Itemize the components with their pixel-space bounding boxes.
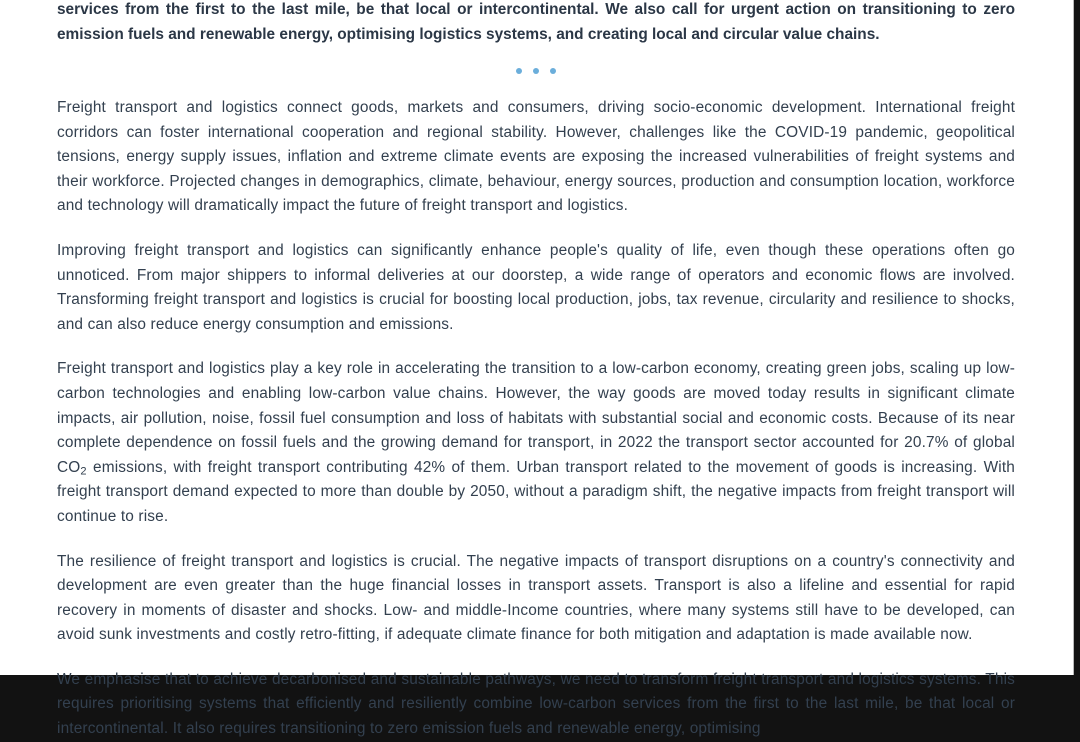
co2-subscript: 2	[80, 465, 87, 478]
separator-dot-1	[516, 68, 522, 74]
body-paragraph-4: The resilience of freight transport and logistics is crucial. The negative impacts of transport disruptions on a country's connectivity and development are even greater than the huge financial losses in transport assets. Transport is also a lifeline and essential for rapid recovery in moments of disaster and shocks. Low- and middle-Income countries, where many systems still have to be developed, can avoid sunk investments and costly retro-fitting, if adequate climate finance for both mitigation and adaptation is made available now.	[57, 552, 1015, 644]
separator-dot-2	[533, 68, 539, 74]
page-text-column	[57, 0, 1015, 742]
paragraph-3-text-before-subscript: Freight transport and logistics play a key role in accelerating the transition to a low-carbon economy, creating green jobs, scaling up low-carbon technologies and enabling low-carbon value chains. However, the way goods are moved today results in significant climate impacts, air pollution, noise, fossil fuel consumption and loss of habitats with substantial social and economic costs. Because of its near complete dependence on fossil fuels and the growing demand for transport, in 2022 the transport sector accounted for 20.7% of global CO	[57, 360, 1015, 476]
separator-dot-3	[550, 68, 556, 74]
intro-bold-paragraph: services from the first to the last mile, be that local or intercontinental. We also call for urgent action on transitioning to zero emission fuels and renewable energy, optimising logistics systems, and creating local and circular value chains.	[57, 1, 1015, 43]
body-paragraph-3	[57, 357, 1015, 529]
body-paragraph-5: We emphasise that to achieve decarbonised and sustainable pathways, we need to transform freight transport and logistics systems. This requires prioritising systems that efficiently and resiliently combine low-carbon services from the first to the last mile, be that local or intercontinental. It also requires transitioning to zero emission fuels and renewable energy, optimising	[57, 670, 1015, 738]
body-paragraph-2: Improving freight transport and logistics can significantly enhance people's quality of life, even though these operations often go unnoticed. From major shippers to informal deliveries at our doorstep, a wide range of operators and economic flows are involved. Transforming freight transport and logistics is crucial for boosting local production, jobs, tax revenue, circularity and resilience to shocks, and can also reduce energy consumption and emissions.	[57, 241, 1015, 333]
paragraph-3-text-after-subscript: emissions, with freight transport contributing 42% of them. Urban transport related to the movement of goods is increasing. With freight transport demand expected to more than double by 2050, without a paradigm shift, the negative impacts from freight transport will continue to rise.	[57, 458, 1015, 525]
dot-separator-ornament	[57, 56, 1015, 86]
body-paragraph-1: Freight transport and logistics connect goods, markets and consumers, driving socio-economic development. International freight corridors can foster international cooperation and regional stability. However, challenges like the COVID-19 pandemic, geopolitical tensions, energy supply issues, inflation and extreme climate events are exposing the increased vulnerabilities of freight systems and their workforce. Projected changes in demographics, climate, behaviour, energy sources, production and consumption location, workforce and technology will dramatically impact the future of freight transport and logistics.	[57, 99, 1015, 215]
